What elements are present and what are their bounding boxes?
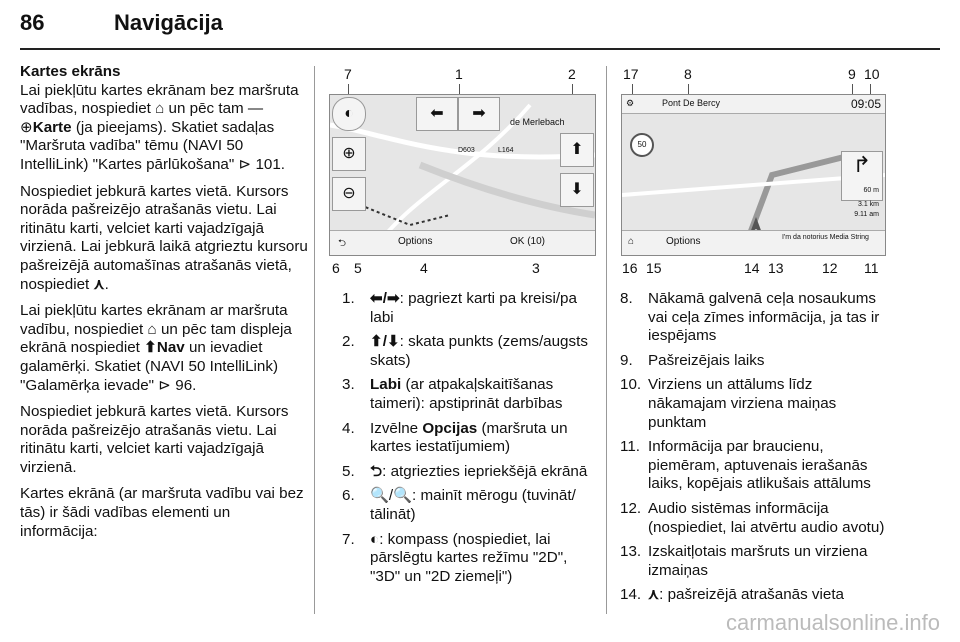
item-text: Izvēlne [370, 419, 423, 437]
watermark: carmanualsonline.info [725, 610, 940, 635]
zoom-out-button[interactable]: ⊖ [332, 177, 366, 211]
legend-list-1 [334, 290, 594, 586]
paragraph-3 [20, 302, 310, 395]
column-divider [314, 66, 315, 614]
road-label: D603 [458, 147, 475, 154]
paragraph-2: Nospiediet jebkurā kartes vietā. Kursors norāda pašreizējo atrašanās vietu. Lai ritinātu karti, velciet karti vajadzīgajā virzienā. Lai jebkurā laikā atgrieztu kursoru pašreizējā automašīnas atrašanās vietā, nospiediet ⋏. [20, 182, 308, 293]
list-item [334, 487, 594, 524]
list-item [334, 531, 594, 587]
compass-button[interactable]: ◐ [332, 97, 366, 131]
callout-7: 7 [344, 66, 352, 82]
list-item [334, 420, 594, 457]
item-number: 13. [620, 543, 642, 561]
gear-icon[interactable]: ⚙ [626, 98, 635, 108]
callout-2: 2 [568, 66, 576, 82]
text-column-1 [20, 63, 310, 549]
callout-5: 5 [354, 260, 362, 276]
callout-1: 1 [455, 66, 463, 82]
map-screen-guidance [621, 94, 886, 256]
item-number: 9. [620, 351, 633, 369]
view-down-button[interactable]: ⬇ [560, 173, 594, 207]
item-number: 10. [620, 376, 642, 394]
list-item [334, 290, 594, 327]
nav-label: Nav [156, 339, 185, 357]
turn-arrow-icon: ↱ [841, 151, 883, 201]
legend-list-2 [612, 290, 892, 605]
callout-6: 6 [332, 260, 340, 276]
page-number: 86 [20, 10, 45, 35]
text: Lai piekļūtu kartes ekrānam ar maršruta vadību, nospiediet [20, 302, 288, 338]
item-text: : mainīt mērogu (tuvināt/ tālināt) [370, 487, 576, 523]
item-text: (ar atpakaļskaitīšanas taimeri): apstiprināt darbības [370, 376, 563, 412]
page-reference: 96. [175, 376, 197, 394]
list-item [612, 352, 892, 371]
text-column-3 [612, 290, 892, 611]
section-title: Navigācija [114, 10, 223, 35]
rotate-left-button[interactable]: ⬅ [416, 97, 458, 131]
guidance-toolbar [622, 230, 885, 255]
item-number: 1. [342, 290, 355, 307]
position-icon: ⋏ [93, 275, 105, 293]
item-text: Izskaitļotais maršruts un virziena izmaiņas [648, 543, 868, 579]
item-number: 12. [620, 499, 642, 517]
map-place-label: de Merlebach [510, 117, 565, 127]
list-item [334, 376, 594, 413]
back-button[interactable]: ⮌ [338, 238, 347, 249]
item-text: Audio sistēmas informācija (nospiediet, lai atvērtu audio avotu) [648, 499, 885, 536]
callout-15: 15 [646, 260, 662, 276]
page-reference-icon: ⊳ [158, 376, 172, 394]
callout-16: 16 [622, 260, 638, 276]
text: (ja pieejams). Skatiet sadaļas "Maršruta vadība" tēmu (NAVI 50 IntelliLink) "Kartes pārlūkošana" [20, 118, 275, 173]
text: Lai piekļūtu kartes ekrānam bez maršruta vadības, nospiediet [20, 81, 299, 118]
back-icon: ⮌ [370, 462, 383, 480]
callout-17: 17 [623, 66, 639, 82]
zoom-in-button[interactable]: ⊕ [332, 137, 366, 171]
text: un pēc tam — [168, 100, 264, 118]
text: un ievadiet galamērķi. Skatiet (NAVI 50 IntelliLink) "Galamērķa ievade" [20, 339, 279, 394]
item-text: Informācija par braucienu, piemēram, aptuvenais ierašanās laiks, kopējais atlikušais attālums [648, 438, 871, 493]
callout-4: 4 [420, 260, 428, 276]
item-number: 8. [620, 290, 633, 307]
callout-12: 12 [822, 260, 838, 276]
callout-8: 8 [684, 66, 692, 82]
list-item [334, 463, 594, 482]
item-text: Nākamā galvenā ceļa nosaukums vai ceļa zīmes informācija, ja tas ir iespējams [648, 290, 880, 345]
nav-icon: ⬆ [144, 339, 157, 357]
item-text: : pašreizējā atrašanās vieta [659, 586, 845, 604]
options-button[interactable]: Options [398, 236, 433, 247]
list-item [612, 290, 892, 346]
list-item [612, 586, 892, 605]
map-icon: ⊕ [20, 118, 33, 136]
callout-13: 13 [768, 260, 784, 276]
list-item [612, 438, 892, 494]
view-arrows-icon: ⬆/⬇ [370, 333, 400, 351]
rotate-right-button[interactable]: ➡ [458, 97, 500, 131]
item-bold: Labi [370, 376, 402, 394]
item-bold: Opcijas [422, 419, 478, 437]
compass-icon: ◐ [370, 530, 380, 548]
trip-distance: 3.1 km [857, 201, 879, 208]
callout-14: 14 [744, 260, 760, 276]
speed-limit-sign: 50 [630, 133, 654, 157]
karte-label: Karte [32, 118, 72, 136]
paragraph-4: Nospiediet jebkurā kartes vietā. Kursors norāda pašreizējo atrašanās vietu. Lai ritinātu karti, velciet karti vajadzīgajā virzienā. [20, 403, 289, 476]
callout-11: 11 [864, 260, 879, 276]
item-text: (maršruta un kartes iestatījumiem) [370, 419, 568, 456]
home-icon: ⌂ [155, 100, 165, 118]
map-toolbar [330, 230, 595, 255]
item-number: 5. [342, 462, 355, 480]
current-position-icon: ⋏ [648, 586, 660, 604]
header-rule [20, 48, 940, 50]
text-column-2 [334, 290, 594, 592]
zoom-icon: 🔍/🔍 [370, 487, 413, 505]
item-number: 11. [620, 438, 640, 456]
item-text: : skata punkts (zems/augsts skats) [370, 333, 588, 369]
list-item [334, 333, 594, 370]
callout-3: 3 [532, 260, 540, 276]
paragraph-1 [20, 82, 310, 175]
trip-arrival: 9.11 am [854, 211, 879, 218]
item-number: 2. [342, 333, 355, 351]
item-text: : kompass (nospiediet, lai pārslēgtu kartes režīmu "2D", "3D" un "2D ziemeļi") [370, 530, 568, 585]
list-item [612, 543, 892, 580]
callout-9: 9 [848, 66, 856, 82]
subsection-heading: Kartes ekrāns [20, 63, 121, 80]
ok-button[interactable]: OK (10) [510, 236, 546, 247]
callout-10: 10 [864, 66, 880, 82]
text: un pēc tam displeja ekrānā nospiediet [20, 320, 292, 357]
paragraph-5: Kartes ekrānā (ar maršruta vadību vai bez tās) ir šādi vadības elementi un informācija: [20, 485, 304, 540]
options-button[interactable]: Options [666, 236, 701, 247]
rotate-arrows-icon: ⬅/➡ [370, 290, 400, 307]
home-icon[interactable]: ⌂ [628, 236, 635, 247]
item-text: : atgriezties iepriekšējā ekrānā [382, 462, 588, 480]
page-header [20, 8, 940, 50]
map-screen-browse [329, 94, 596, 256]
item-number: 14. [620, 586, 642, 604]
next-street: Pont De Bercy [662, 98, 721, 108]
clock: 09:05 [850, 97, 881, 111]
text: Nospiediet jebkurā kartes vietā. Kursors norāda pašreizējo atrašanās vietu. Lai ritinātu karti, velciet karti vajadzīgajā virzienā. Lai jebkurā laikā atgrieztu kursoru pašreizējā automašīnas atrašanās vietā, nospiediet [20, 182, 308, 293]
view-up-button[interactable]: ⬆ [560, 133, 594, 167]
turn-distance: 60 m [863, 187, 879, 194]
road-label: L164 [498, 147, 514, 154]
column-divider [606, 66, 607, 614]
item-text: : pagriezt karti pa kreisi/pa labi [370, 290, 577, 326]
item-number: 6. [342, 487, 355, 505]
page-reference-icon: ⊳ [238, 155, 252, 173]
item-text: Pašreizējais laiks [648, 351, 765, 369]
audio-info[interactable]: I'm da notorius Media String [782, 234, 869, 241]
page-reference: 101. [255, 155, 285, 173]
item-number: 3. [342, 376, 355, 394]
item-number: 7. [342, 530, 355, 548]
home-icon: ⌂ [147, 320, 157, 338]
list-item [612, 376, 892, 432]
item-number: 4. [342, 419, 355, 437]
list-item [612, 500, 892, 537]
item-text: Virziens un attālums līdz nākamajam virziena maiņas punktam [648, 376, 837, 431]
